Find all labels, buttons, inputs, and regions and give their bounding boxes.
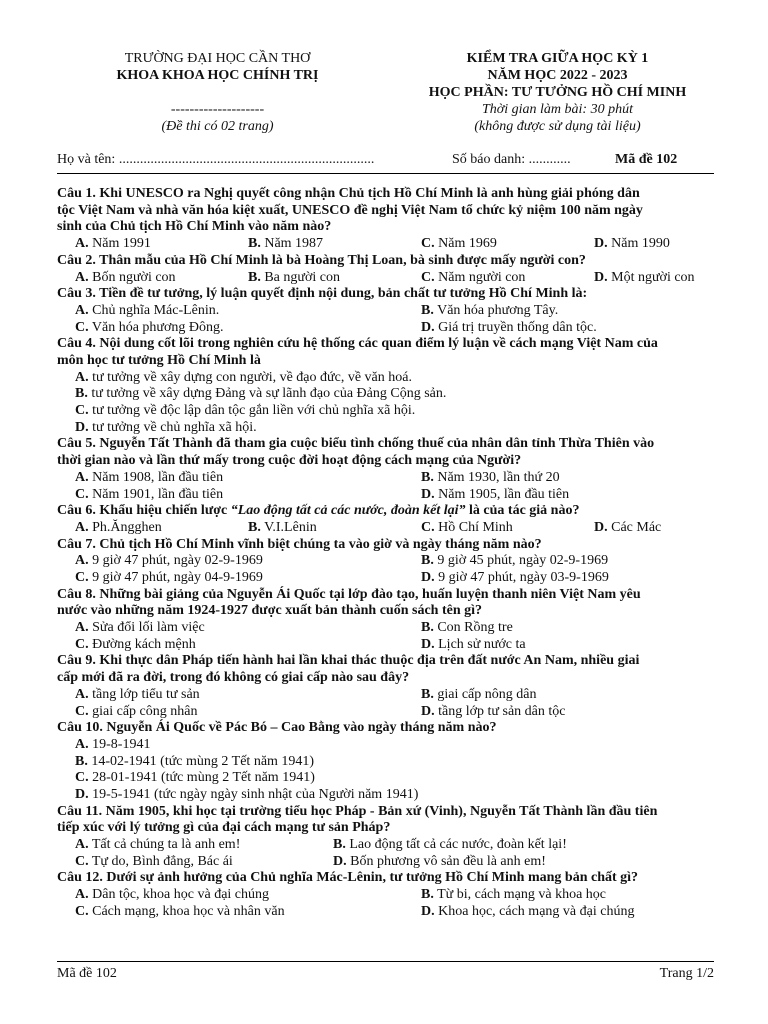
- option-d[interactable]: D. Lịch sử nước ta: [421, 636, 526, 652]
- question-9: Câu 9. Khi thực dân Pháp tiến hành hai lần khai thác thuộc địa trên đất nước An Nam, nhiều giai cấp mới đã ra đời, trong đó không có giai cấp nào sau đây? A. tầng lớp tiểu tư sản B. giai cấp nông dân C. giai cấp công nhân D. tầng lớp tư sản dân tộc: [57, 653, 640, 719]
- faculty-name: KHOA KHOA HỌC CHÍNH TRỊ: [116, 68, 319, 83]
- option-a[interactable]: A. Bốn người con: [75, 269, 176, 285]
- header-dashes: --------------------: [170, 102, 265, 117]
- header-right: [400, 50, 715, 135]
- student-id-field[interactable]: Số báo danh: ............: [452, 152, 571, 167]
- option-b[interactable]: B. Từ bi, cách mạng và khoa học: [421, 887, 607, 903]
- question-1: Câu 1. Khi UNESCO ra Nghị quyết công nhận Chủ tịch Hồ Chí Minh là anh hùng giải phóng dân tộc Việt Nam và nhà văn hóa kiệt xuất, UNESCO đề nghị Việt Nam tổ chức kỷ niệm 100 năm ngày sinh của Chủ tịch Hồ Chí Minh vào năm nào? A. Năm 1991 B. Năm 1987 C. Năm 1969 D. Năm 1990: [57, 186, 670, 252]
- option-a[interactable]: A. 9 giờ 47 phút, ngày 02-9-1969: [75, 553, 263, 569]
- course-title: HỌC PHẦN: TƯ TƯỞNG HỒ CHÍ MINH: [428, 85, 687, 100]
- question-5: Câu 5. Nguyễn Tất Thành đã tham gia cuộc biểu tình chống thuế của nhân dân tỉnh Thừa Thiên vào thời gian nào và lần thứ mấy trong cuộc đời hoạt động cách mạng của Người? A. Năm 1908, lần đầu tiên B. Năm 1930, lần thứ 20 C. Năm 1901, lần đầu tiên D. Năm 1905, lần đầu tiên: [57, 436, 655, 502]
- footer-divider: [57, 961, 714, 962]
- exam-code: Mã đề 102: [615, 152, 678, 167]
- option-b[interactable]: B. Năm 1987: [248, 236, 324, 252]
- option-c[interactable]: C. Văn hóa phương Đông.: [75, 319, 224, 335]
- option-b[interactable]: B. Con Rồng tre: [421, 620, 513, 636]
- option-c[interactable]: C. Đường kách mệnh: [75, 636, 196, 652]
- option-b[interactable]: B. Ba người con: [248, 269, 340, 285]
- option-d[interactable]: D. 19-5-1941 (tức ngày ngày sinh nhật của Người năm 1941): [75, 787, 419, 802]
- question-3: Câu 3. Tiền đề tư tưởng, lý luận quyết định nội dung, bản chất tư tưởng Hồ Chí Minh là: A. Chủ nghĩa Mác-Lênin. B. Văn hóa phương Tây. C. Văn hóa phương Đông. D. Giá trị truyền thống dân tộc.: [57, 286, 597, 335]
- question-12: Câu 12. Dưới sự ảnh hưởng của Chủ nghĩa Mác-Lênin, tư tưởng Hồ Chí Minh mang bản chất gì? A. Dân tộc, khoa học và đại chúng B. Từ bi, cách mạng và khoa học C. Cách mạng, khoa học và nhân văn D. Khoa học, cách mạng và đại chúng: [57, 870, 639, 919]
- university-name: TRƯỜNG ĐẠI HỌC CẦN THƠ: [124, 51, 311, 66]
- option-d[interactable]: D. 9 giờ 47 phút, ngày 03-9-1969: [421, 569, 609, 585]
- question-list: [57, 186, 717, 921]
- option-d[interactable]: D. Các Mác: [594, 519, 662, 535]
- option-c[interactable]: C. giai cấp công nhân: [75, 703, 198, 719]
- option-a[interactable]: A. Sửa đổi lối làm việc: [75, 620, 205, 636]
- option-a[interactable]: A. Dân tộc, khoa học và đại chúng: [75, 887, 270, 903]
- option-b[interactable]: B. giai cấp nông dân: [421, 686, 537, 702]
- option-a[interactable]: A. Năm 1991: [75, 236, 151, 252]
- option-b[interactable]: B. 14-02-1941 (tức mùng 2 Tết năm 1941): [75, 753, 315, 769]
- question-10: Câu 10. Nguyễn Ái Quốc về Pác Bó – Cao Bằng vào ngày tháng năm nào? A. 19-8-1941 B. 14-02-1941 (tức mùng 2 Tết năm 1941) C. 28-01-1941 (tức mùng 2 Tết năm 1941) D. 19-5-1941 (tức ngày ngày sinh nhật của Người năm 1941): [57, 720, 717, 803]
- question-7: Câu 7. Chủ tịch Hồ Chí Minh vĩnh biệt chúng ta vào giờ và ngày tháng năm nào? A. 9 giờ 47 phút, ngày 02-9-1969 B. 9 giờ 45 phút, ngày 02-9-1969 C. 9 giờ 47 phút, ngày 04-9-1969 D. 9 giờ 47 phút, ngày 03-9-1969: [57, 536, 609, 585]
- school-year: NĂM HỌC 2022 - 2023: [487, 68, 628, 83]
- option-d[interactable]: D. Giá trị truyền thống dân tộc.: [421, 319, 597, 335]
- option-a[interactable]: A. Tất cả chúng ta là anh em!: [75, 837, 241, 853]
- option-b[interactable]: B. Lao động tất cả các nước, đoàn kết lại!: [333, 837, 567, 853]
- student-name-field[interactable]: Họ và tên: .........................................................................: [57, 152, 375, 167]
- question-6: Câu 6. Khẩu hiệu chiến lược “Lao động tất cả các nước, đoàn kết lại” là của tác giả nào? A. Ph.Ăngghen B. V.I.Lênin C. Hồ Chí Minh D. Các Mác: [57, 503, 662, 535]
- option-a[interactable]: A. tầng lớp tiểu tư sản: [75, 686, 200, 702]
- pages-note: (Đề thi có 02 trang): [161, 119, 274, 134]
- header-left: [95, 50, 340, 135]
- option-d[interactable]: D. Năm 1990: [594, 236, 670, 252]
- option-a[interactable]: A. Chủ nghĩa Mác-Lênin.: [75, 302, 220, 318]
- page-number: Trang 1/2: [659, 966, 714, 981]
- option-c[interactable]: C. tư tưởng về độc lập dân tộc gắn liền với chủ nghĩa xã hội.: [75, 403, 416, 419]
- option-c[interactable]: C. Hồ Chí Minh: [421, 519, 513, 535]
- student-info-line: [57, 152, 717, 169]
- question-2: Câu 2. Thân mẫu của Hồ Chí Minh là bà Hoàng Thị Loan, bà sinh được mấy người con? A. Bốn người con B. Ba người con C. Năm người con D. Một người con: [57, 252, 695, 285]
- option-a[interactable]: A. Năm 1908, lần đầu tiên: [75, 469, 224, 485]
- materials-note: (không được sử dụng tài liệu): [474, 119, 641, 134]
- option-c[interactable]: C. Cách mạng, khoa học và nhân văn: [75, 903, 285, 919]
- slogan-quote: “Lao động tất cả các nước, đoàn kết lại”: [230, 503, 466, 519]
- option-b[interactable]: B. 9 giờ 45 phút, ngày 02-9-1969: [421, 553, 609, 569]
- option-d[interactable]: D. Năm 1905, lần đầu tiên: [421, 486, 570, 502]
- option-b[interactable]: B. Văn hóa phương Tây.: [421, 302, 559, 318]
- option-a[interactable]: A. 19-8-1941: [75, 736, 151, 752]
- question-8: Câu 8. Những bài giảng của Nguyễn Ái Quốc tại lớp đào tạo, huấn luyện thanh niên Việt Nam yêu nước vào những năm 1924-1927 được xuất bản thành cuốn sách tên gì? A. Sửa đổi lối làm việc B. Con Rồng tre C. Đường kách mệnh D. Lịch sử nước ta: [57, 586, 641, 652]
- option-b[interactable]: B. tư tưởng về xây dựng Đảng và sự lãnh đạo của Đảng Cộng sản.: [75, 386, 447, 402]
- exam-title: KIỂM TRA GIỮA HỌC KỲ 1: [466, 51, 649, 66]
- option-c[interactable]: C. Năm người con: [421, 269, 526, 285]
- option-c[interactable]: C. Năm 1969: [421, 236, 497, 252]
- question-4: Câu 4. Nội dung cốt lõi trong nghiên cứu hệ thống các quan điểm lý luận về cách mạng Việt Nam của môn học tư tưởng Hồ Chí Minh là A. tư tưởng về xây dựng con người, về đạo đức, về văn hoá. B. tư tưởng về xây dựng Đảng và sự lãnh đạo của Đảng Cộng sản. C. tư tưởng về độc lập dân tộc gắn liền với chủ nghĩa xã hội. D. tư tưởng về chủ nghĩa xã hội.: [57, 336, 717, 436]
- option-c[interactable]: C. Tự do, Bình đẳng, Bác ái: [75, 853, 233, 869]
- option-c[interactable]: C. 9 giờ 47 phút, ngày 04-9-1969: [75, 569, 263, 585]
- option-b[interactable]: B. V.I.Lênin: [248, 519, 317, 535]
- option-a[interactable]: A. tư tưởng về xây dựng con người, về đạo đức, về văn hoá.: [75, 369, 412, 385]
- time-note: Thời gian làm bài: 30 phút: [482, 102, 633, 117]
- option-c[interactable]: C. Năm 1901, lần đầu tiên: [75, 486, 224, 502]
- option-d[interactable]: D. Một người con: [594, 269, 695, 285]
- option-d[interactable]: D. Bốn phương vô sản đều là anh em!: [333, 853, 546, 869]
- footer-exam-code: Mã đề 102: [57, 966, 117, 981]
- option-d[interactable]: D. tư tưởng về chủ nghĩa xã hội.: [75, 419, 257, 435]
- option-c[interactable]: C. 28-01-1941 (tức mùng 2 Tết năm 1941): [75, 770, 315, 786]
- option-d[interactable]: D. tầng lớp tư sản dân tộc: [421, 703, 566, 719]
- page-footer: [57, 966, 714, 983]
- option-d[interactable]: D. Khoa học, cách mạng và đại chúng: [421, 903, 635, 919]
- question-11: Câu 11. Năm 1905, khi học tại trường tiểu học Pháp - Bản xứ (Vinh), Nguyễn Tất Thành lần đầu tiên tiếp xúc với lý tưởng gì của đại cách mạng tư sản Pháp? A. Tất cả chúng ta là anh em! B. Lao động tất cả các nước, đoàn kết lại! C. Tự do, Bình đẳng, Bác ái D. Bốn phương vô sản đều là anh em!: [57, 803, 658, 869]
- option-b[interactable]: B. Năm 1930, lần thứ 20: [421, 469, 560, 485]
- option-a[interactable]: A. Ph.Ăngghen: [75, 519, 162, 535]
- header-divider: [57, 173, 714, 174]
